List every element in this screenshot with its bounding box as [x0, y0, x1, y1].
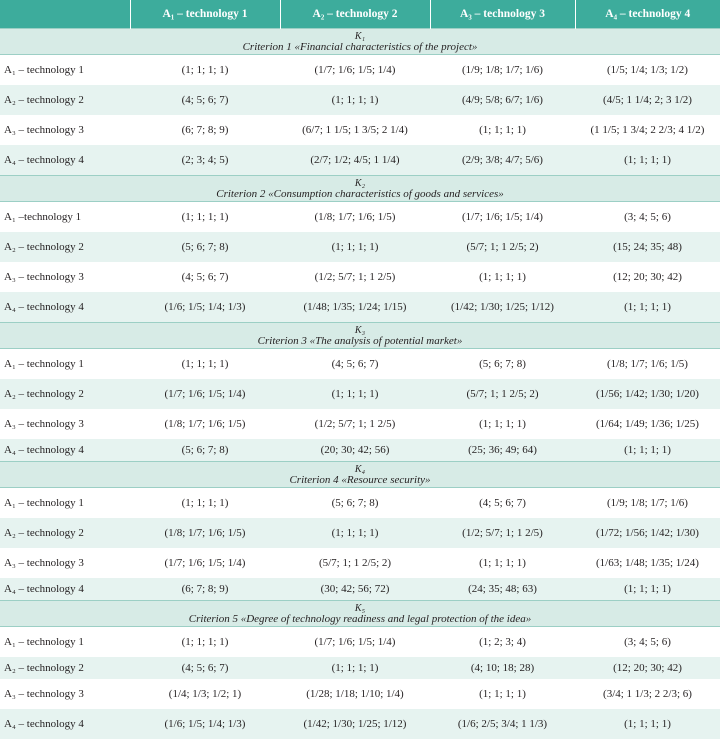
matrix-cell: (5; 6; 7; 8) — [130, 439, 280, 462]
row-label: A₁ – technology 1 — [0, 55, 130, 86]
table-row — [0, 232, 720, 262]
matrix-cell: (1/6; 2/5; 3/4; 1 1/3) — [430, 709, 575, 739]
row-label: A₄ – technology 4 — [0, 439, 130, 462]
row-label: A₁ – technology 1 — [0, 627, 130, 658]
matrix-cell: (2/9; 3/8; 4/7; 5/6) — [430, 145, 575, 176]
matrix-cell: (1; 1; 1; 1) — [575, 292, 720, 323]
row-label: A₂ – technology 2 — [0, 379, 130, 409]
matrix-cell: (20; 30; 42; 56) — [280, 439, 430, 462]
matrix-cell: (5/7; 1; 1 2/5; 2) — [430, 232, 575, 262]
matrix-cell: (1; 1; 1; 1) — [575, 439, 720, 462]
criterion-symbol: K₃ — [4, 325, 716, 336]
row-label: A₃ – technology 3 — [0, 548, 130, 578]
matrix-cell: (1; 1; 1; 1) — [575, 709, 720, 739]
header-technology-4: A₄ – technology 4 — [575, 0, 720, 29]
matrix-cell: (4/9; 5/8; 6/7; 1/6) — [430, 85, 575, 115]
matrix-cell: (1/8; 1/7; 1/6; 1/5) — [130, 518, 280, 548]
table-row — [0, 439, 720, 462]
criterion-row — [0, 176, 720, 202]
criterion-symbol: K₄ — [4, 464, 716, 475]
matrix-cell: (1; 1; 1; 1) — [280, 232, 430, 262]
criterion-header — [0, 462, 720, 488]
matrix-cell: (1/9; 1/8; 1/7; 1/6) — [575, 488, 720, 519]
matrix-cell: (1; 1; 1; 1) — [575, 145, 720, 176]
matrix-cell: (4; 5; 6; 7) — [130, 657, 280, 679]
matrix-cell: (5/7; 1; 1 2/5; 2) — [430, 379, 575, 409]
row-label: A₃ – technology 3 — [0, 115, 130, 145]
table-row — [0, 488, 720, 519]
matrix-cell: (1 1/5; 1 3/4; 2 2/3; 4 1/2) — [575, 115, 720, 145]
matrix-cell: (2; 3; 4; 5) — [130, 145, 280, 176]
table-row — [0, 202, 720, 233]
matrix-cell: (1/64; 1/49; 1/36; 1/25) — [575, 409, 720, 439]
matrix-cell: (1/8; 1/7; 1/6; 1/5) — [280, 202, 430, 233]
table-row — [0, 115, 720, 145]
matrix-cell: (15; 24; 35; 48) — [575, 232, 720, 262]
row-label: A₂ – technology 2 — [0, 85, 130, 115]
matrix-cell: (1; 1; 1; 1) — [130, 488, 280, 519]
matrix-cell: (1/2; 5/7; 1; 1 2/5) — [280, 409, 430, 439]
matrix-cell: (1/28; 1/18; 1/10; 1/4) — [280, 679, 430, 709]
table-row — [0, 379, 720, 409]
criterion-row — [0, 29, 720, 55]
matrix-cell: (3; 4; 5; 6) — [575, 627, 720, 658]
criterion-row — [0, 323, 720, 349]
matrix-cell: (1; 1; 1; 1) — [280, 85, 430, 115]
matrix-cell: (1; 1; 1; 1) — [280, 657, 430, 679]
matrix-cell: (1; 1; 1; 1) — [280, 379, 430, 409]
matrix-cell: (6; 7; 8; 9) — [130, 578, 280, 601]
matrix-cell: (1/7; 1/6; 1/5; 1/4) — [430, 202, 575, 233]
matrix-cell: (1/7; 1/6; 1/5; 1/4) — [130, 379, 280, 409]
matrix-cell: (3/4; 1 1/3; 2 2/3; 6) — [575, 679, 720, 709]
matrix-cell: (1/6; 1/5; 1/4; 1/3) — [130, 292, 280, 323]
matrix-cell: (1/72; 1/56; 1/42; 1/30) — [575, 518, 720, 548]
criterion-row — [0, 462, 720, 488]
row-label: A₂ – technology 2 — [0, 518, 130, 548]
table-row — [0, 409, 720, 439]
matrix-cell: (1; 1; 1; 1) — [430, 679, 575, 709]
matrix-cell: (6/7; 1 1/5; 1 3/5; 2 1/4) — [280, 115, 430, 145]
row-label: A₂ – technology 2 — [0, 232, 130, 262]
matrix-cell: (4; 5; 6; 7) — [130, 85, 280, 115]
matrix-cell: (24; 35; 48; 63) — [430, 578, 575, 601]
matrix-cell: (1/2; 5/7; 1; 1 2/5) — [430, 518, 575, 548]
row-label: A₄ – technology 4 — [0, 292, 130, 323]
matrix-cell: (4; 5; 6; 7) — [430, 488, 575, 519]
matrix-cell: (1/42; 1/30; 1/25; 1/12) — [280, 709, 430, 739]
matrix-cell: (6; 7; 8; 9) — [130, 115, 280, 145]
criterion-title: Criterion 4 «Resource security» — [4, 475, 716, 486]
criterion-symbol: K₅ — [4, 603, 716, 614]
table-row — [0, 85, 720, 115]
table-body — [0, 29, 720, 739]
matrix-cell: (30; 42; 56; 72) — [280, 578, 430, 601]
matrix-cell: (25; 36; 49; 64) — [430, 439, 575, 462]
matrix-cell: (1/8; 1/7; 1/6; 1/5) — [130, 409, 280, 439]
criterion-header — [0, 176, 720, 202]
table-row — [0, 262, 720, 292]
row-label: A₁ – technology 1 — [0, 349, 130, 380]
matrix-cell: (1; 1; 1; 1) — [430, 548, 575, 578]
matrix-cell: (1; 1; 1; 1) — [130, 55, 280, 86]
matrix-cell: (4; 5; 6; 7) — [130, 262, 280, 292]
matrix-cell: (2/7; 1/2; 4/5; 1 1/4) — [280, 145, 430, 176]
matrix-cell: (5; 6; 7; 8) — [130, 232, 280, 262]
header-row — [0, 0, 720, 29]
table-row — [0, 578, 720, 601]
criterion-header — [0, 29, 720, 55]
matrix-cell: (5/7; 1; 1 2/5; 2) — [280, 548, 430, 578]
matrix-cell: (1; 1; 1; 1) — [130, 202, 280, 233]
matrix-cell: (12; 20; 30; 42) — [575, 657, 720, 679]
matrix-cell: (1/48; 1/35; 1/24; 1/15) — [280, 292, 430, 323]
matrix-cell: (4; 5; 6; 7) — [280, 349, 430, 380]
matrix-cell: (1/63; 1/48; 1/35; 1/24) — [575, 548, 720, 578]
table-row — [0, 349, 720, 380]
header-technology-1: A₁ – technology 1 — [130, 0, 280, 29]
criterion-row — [0, 601, 720, 627]
criterion-header — [0, 323, 720, 349]
matrix-cell: (1/42; 1/30; 1/25; 1/12) — [430, 292, 575, 323]
table-row — [0, 627, 720, 658]
row-label: A₄ – technology 4 — [0, 145, 130, 176]
matrix-cell: (1/5; 1/4; 1/3; 1/2) — [575, 55, 720, 86]
row-label: A₃ – technology 3 — [0, 262, 130, 292]
row-label: A₃ – technology 3 — [0, 679, 130, 709]
criterion-title: Criterion 2 «Consumption characteristics of goods and services» — [4, 189, 716, 200]
table-row — [0, 55, 720, 86]
table-row — [0, 145, 720, 176]
criterion-title: Criterion 5 «Degree of technology readiness and legal protection of the idea» — [4, 614, 716, 625]
table-row — [0, 292, 720, 323]
matrix-cell: (1; 1; 1; 1) — [130, 349, 280, 380]
matrix-cell: (1; 1; 1; 1) — [130, 627, 280, 658]
row-label: A₃ – technology 3 — [0, 409, 130, 439]
row-label: A₁ – technology 1 — [0, 488, 130, 519]
matrix-cell: (4/5; 1 1/4; 2; 3 1/2) — [575, 85, 720, 115]
matrix-cell: (3; 4; 5; 6) — [575, 202, 720, 233]
criterion-header — [0, 601, 720, 627]
criterion-symbol: K₁ — [4, 31, 716, 42]
matrix-cell: (1/8; 1/7; 1/6; 1/5) — [575, 349, 720, 380]
matrix-cell: (5; 6; 7; 8) — [280, 488, 430, 519]
row-label: A₁ –technology 1 — [0, 202, 130, 233]
table-row — [0, 657, 720, 679]
matrix-cell: (1; 1; 1; 1) — [280, 518, 430, 548]
matrix-cell: (4; 10; 18; 28) — [430, 657, 575, 679]
matrix-cell: (12; 20; 30; 42) — [575, 262, 720, 292]
table-row — [0, 709, 720, 739]
criterion-title: Criterion 3 «The analysis of potential market» — [4, 336, 716, 347]
header-corner — [0, 0, 130, 29]
table-row — [0, 548, 720, 578]
matrix-cell: (1; 1; 1; 1) — [430, 409, 575, 439]
header-technology-2: A₂ – technology 2 — [280, 0, 430, 29]
header-technology-3: A₃ – technology 3 — [430, 0, 575, 29]
matrix-cell: (1; 1; 1; 1) — [430, 262, 575, 292]
table-row — [0, 679, 720, 709]
row-label: A₂ – technology 2 — [0, 657, 130, 679]
matrix-cell: (1/7; 1/6; 1/5; 1/4) — [280, 55, 430, 86]
matrix-cell: (1/7; 1/6; 1/5; 1/4) — [280, 627, 430, 658]
matrix-cell: (1; 1; 1; 1) — [430, 115, 575, 145]
row-label: A₄ – technology 4 — [0, 709, 130, 739]
matrix-cell: (1/7; 1/6; 1/5; 1/4) — [130, 548, 280, 578]
matrix-cell: (1; 1; 1; 1) — [575, 578, 720, 601]
matrix-cell: (1/56; 1/42; 1/30; 1/20) — [575, 379, 720, 409]
matrix-cell: (1/9; 1/8; 1/7; 1/6) — [430, 55, 575, 86]
criterion-title: Criterion 1 «Financial characteristics of the project» — [4, 42, 716, 53]
matrix-cell: (1/4; 1/3; 1/2; 1) — [130, 679, 280, 709]
matrix-cell: (1; 2; 3; 4) — [430, 627, 575, 658]
matrix-cell: (1/2; 5/7; 1; 1 2/5) — [280, 262, 430, 292]
table-row — [0, 518, 720, 548]
matrix-cell: (5; 6; 7; 8) — [430, 349, 575, 380]
matrix-cell: (1/6; 1/5; 1/4; 1/3) — [130, 709, 280, 739]
criterion-symbol: K₂ — [4, 178, 716, 189]
row-label: A₄ – technology 4 — [0, 578, 130, 601]
